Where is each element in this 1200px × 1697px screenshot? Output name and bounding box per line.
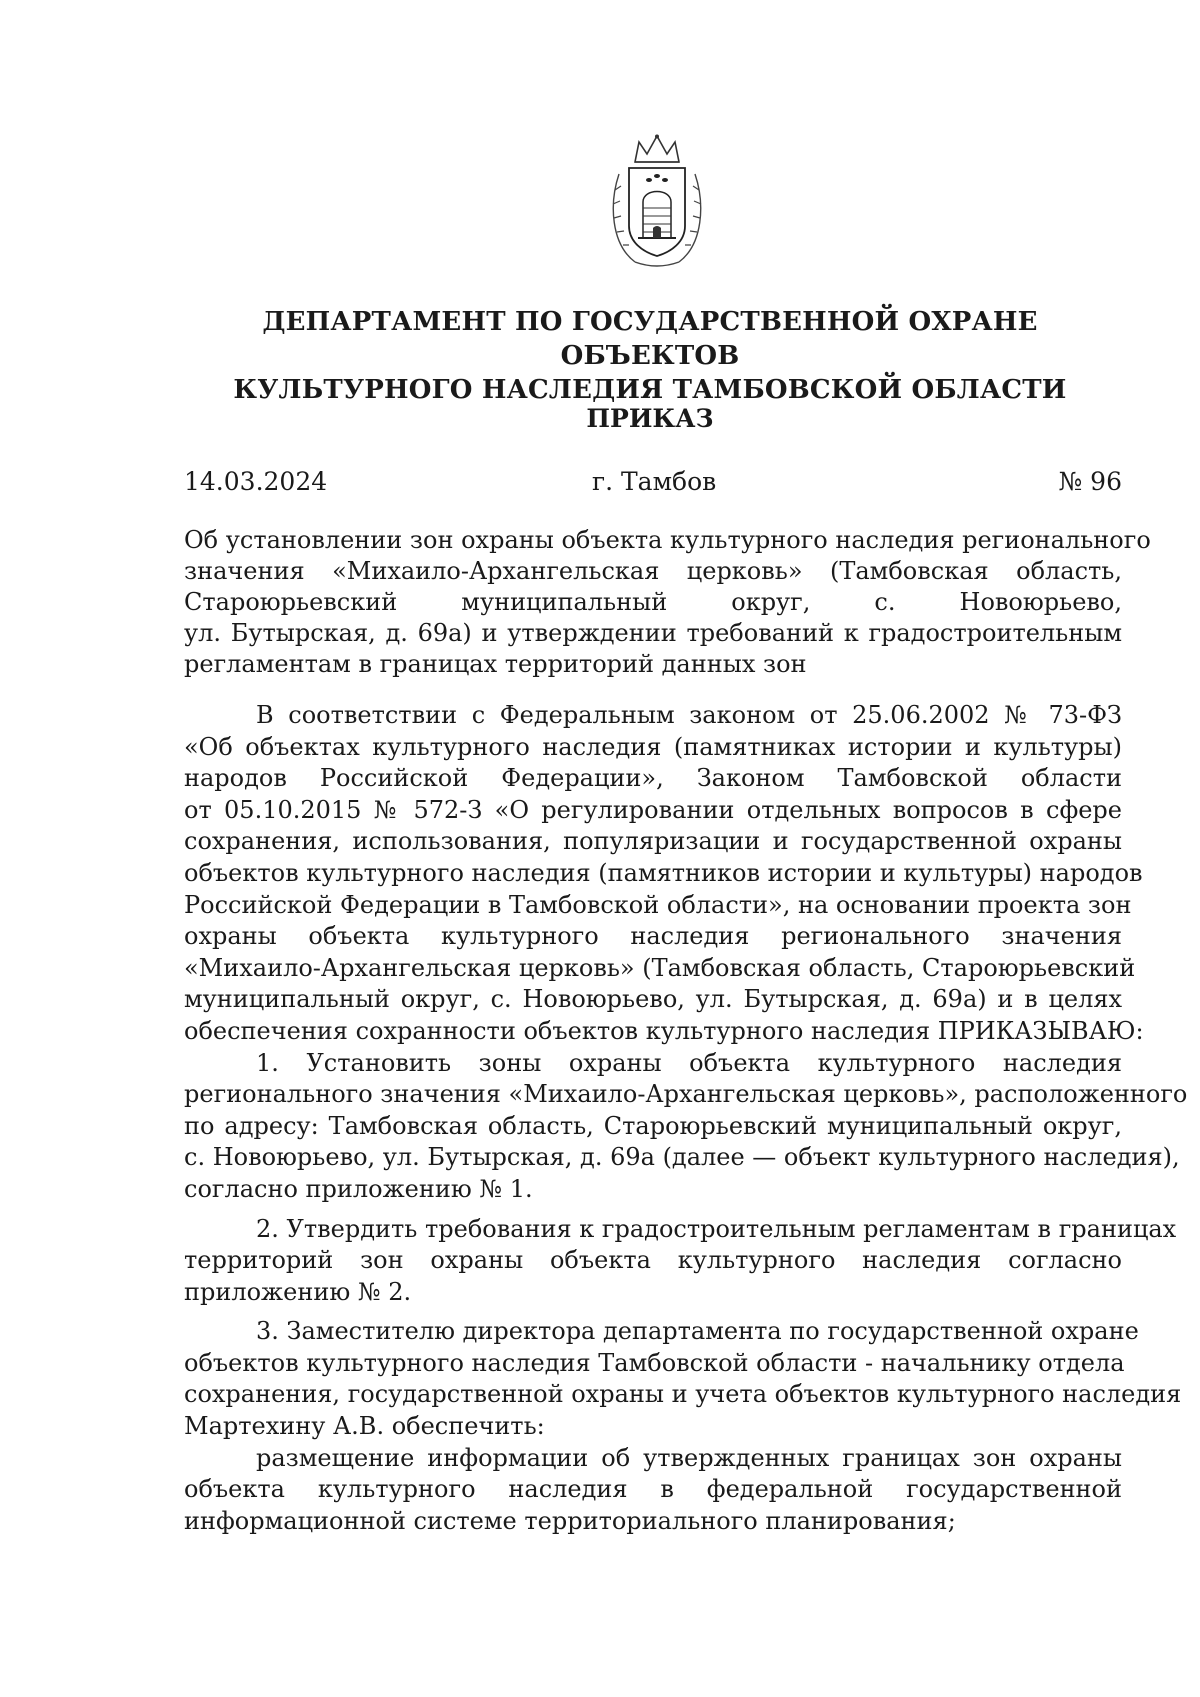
body-line: муниципальный округ, с. Новоюрьево, ул. Бутырская, д. 69а) и в целях bbox=[184, 985, 1122, 1014]
document-number: № 96 bbox=[1058, 467, 1122, 496]
body-line: «Михаило-Архангельская церковь» (Тамбовская область, Староюрьевский bbox=[184, 953, 1136, 982]
department-line-1: ДЕПАРТАМЕНТ ПО ГОСУДАРСТВЕННОЙ ОХРАНЕ ОБЪЕКТОВ bbox=[262, 307, 1038, 371]
body-line: объекта культурного наследия в федеральной государственной bbox=[184, 1475, 1122, 1504]
body-line: сохранения, государственной охраны и учета объектов культурного наследия bbox=[184, 1380, 1182, 1409]
department-line-2: КУЛЬТУРНОГО НАСЛЕДИЯ ТАМБОВСКОЙ ОБЛАСТИ bbox=[233, 375, 1067, 405]
body-line: Российской Федерации в Тамбовской области», на основании проекта зон bbox=[184, 890, 1132, 919]
body-line: с. Новоюрьево, ул. Бутырская, д. 69а (далее — объект культурного наследия), bbox=[184, 1143, 1180, 1172]
body-line: регионального значения «Михаило-Архангельская церковь», расположенного bbox=[184, 1080, 1188, 1109]
body-line: Мартехину А.В. обеспечить: bbox=[184, 1412, 545, 1441]
body-line: «Об объектах культурного наследия (памятниках истории и культуры) bbox=[184, 732, 1122, 761]
body-line: по адресу: Тамбовская область, Староюрьевский муниципальный округ, bbox=[184, 1111, 1122, 1140]
document-city: г. Тамбов bbox=[592, 467, 717, 496]
document-subject bbox=[184, 525, 1151, 680]
body-line: приложению № 2. bbox=[184, 1277, 412, 1306]
body-line: охраны объекта культурного наследия регионального значения bbox=[184, 922, 1122, 951]
coat-of-arms-icon bbox=[605, 134, 709, 270]
body-line: информационной системе территориального планирования; bbox=[184, 1506, 956, 1535]
body-line: согласно приложению № 1. bbox=[184, 1174, 533, 1203]
body-line: объектов культурного наследия (памятников истории и культуры) народов bbox=[184, 858, 1143, 887]
document-date: 14.03.2024 bbox=[184, 467, 328, 496]
document-type: ПРИКАЗ bbox=[586, 404, 714, 433]
department-name bbox=[170, 305, 1130, 407]
body-line: территорий зон охраны объекта культурного наследия согласно bbox=[184, 1246, 1122, 1275]
paragraph-gap bbox=[184, 1206, 1122, 1214]
body-line: народов Российской Федерации», Законом Тамбовской области bbox=[184, 764, 1122, 793]
subject-line: Об установлении зон охраны объекта культурного наследия регионального bbox=[184, 526, 1151, 554]
subject-line: ул. Бутырская, д. 69а) и утверждении требований к градостроительным bbox=[184, 619, 1122, 647]
paragraph-gap bbox=[184, 1308, 1122, 1316]
subject-line: Староюрьевский муниципальный округ, с. Новоюрьево, bbox=[184, 588, 1122, 616]
document-body bbox=[184, 700, 1188, 1537]
body-line: 2. Утвердить требования к градостроительным регламентам в границах bbox=[256, 1214, 1177, 1243]
body-line: размещение информации об утвержденных границах зон охраны bbox=[256, 1443, 1122, 1472]
body-line: В соответствии с Федеральным законом от 25.06.2002 № 73-ФЗ bbox=[256, 701, 1122, 729]
body-line: 3. Заместителю директора департамента по государственной охране bbox=[256, 1317, 1139, 1346]
subject-line: регламентам в границах территорий данных зон bbox=[184, 650, 807, 678]
body-line: сохранения, использования, популяризации и государственной охраны bbox=[184, 827, 1122, 856]
body-line: 1. Установить зоны охраны объекта культурного наследия bbox=[256, 1048, 1122, 1077]
subject-line: значения «Михаило-Архангельская церковь» (Тамбовская область, bbox=[184, 557, 1122, 585]
body-line: обеспечения сохранности объектов культурного наследия ПРИКАЗЫВАЮ: bbox=[184, 1016, 1144, 1045]
body-line: от 05.10.2015 № 572-З «О регулировании отдельных вопросов в сфере bbox=[184, 795, 1122, 824]
body-line: объектов культурного наследия Тамбовской области - начальнику отдела bbox=[184, 1348, 1125, 1377]
